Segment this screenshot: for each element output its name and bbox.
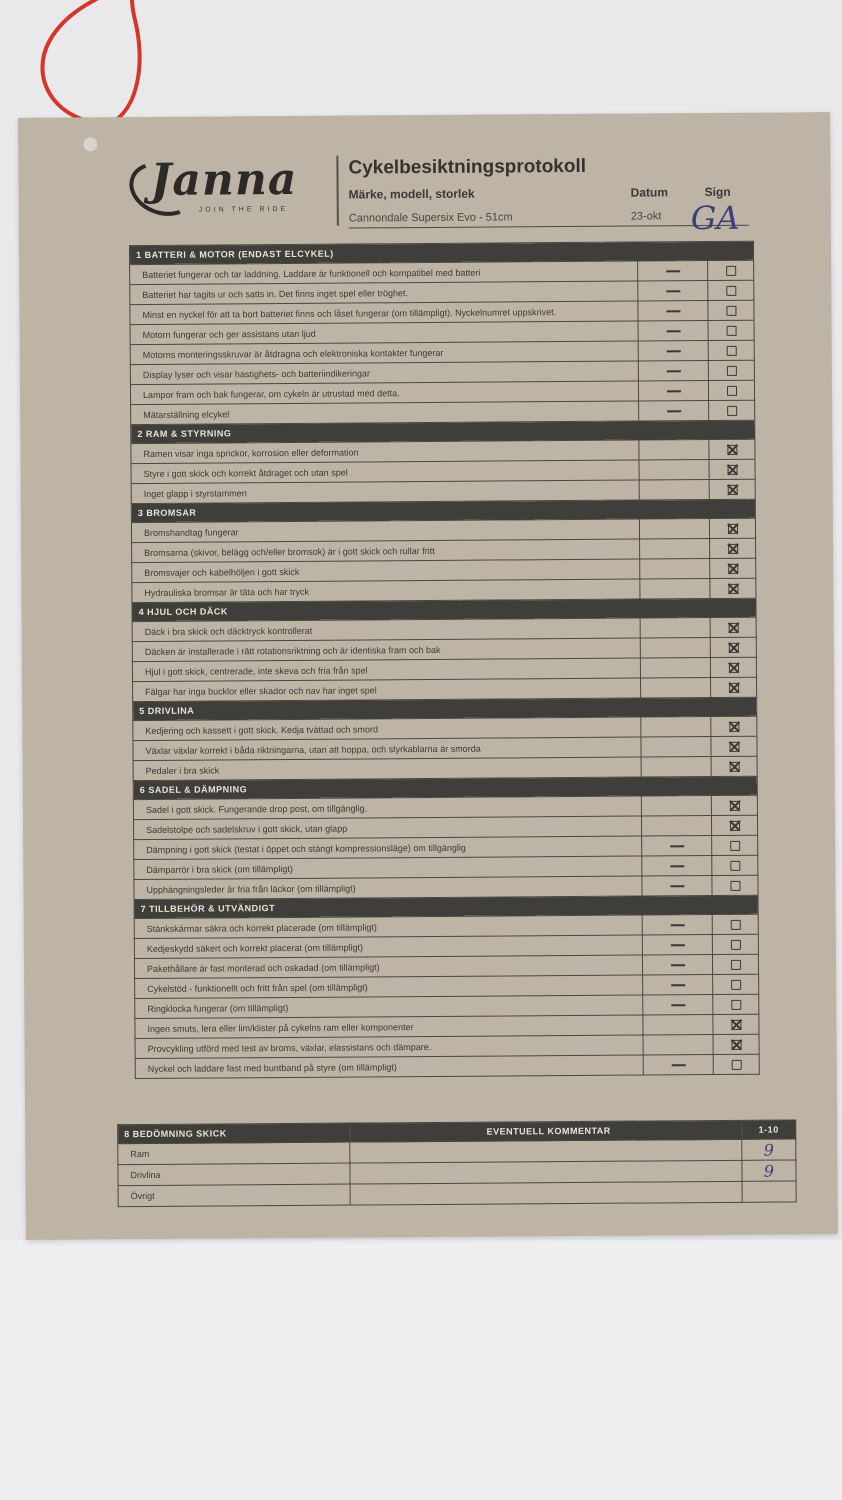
dash-mark-icon: [666, 291, 680, 293]
not-applicable-cell: [639, 519, 709, 539]
checklist-item-text: Växlar växlar korrekt i båda riktningarna, utan att hoppa, och styrkablarna är smorda: [133, 737, 641, 761]
not-applicable-cell: [642, 856, 712, 876]
grading-title: 8 BEDÖMNING SKICK: [118, 1123, 350, 1144]
not-applicable-cell: [642, 876, 712, 896]
checked-box-icon[interactable]: [730, 821, 740, 831]
empty-checkbox-icon[interactable]: [730, 920, 740, 930]
checklist-item-text: Bromshandtag fungerar: [131, 519, 639, 543]
section-title: 7 TILLBEHÖR & UTVÄNDIGT: [134, 895, 758, 918]
checkbox-cell: [711, 736, 757, 756]
grading-label: Ram: [118, 1142, 350, 1165]
empty-checkbox-icon[interactable]: [730, 861, 740, 871]
dash-mark-icon: [670, 846, 684, 848]
checkbox-cell: [711, 795, 757, 815]
checkbox-cell: [712, 914, 758, 934]
empty-checkbox-icon[interactable]: [727, 406, 737, 416]
checklist-item-text: Cykelstöd - funktionellt och fritt från spel (om tillämpligt): [135, 975, 643, 999]
checklist-item-text: Fälgar har inga bucklor eller skador och nav har inget spel: [133, 678, 641, 702]
checklist-item-text: Ramen visar inga sprickor, korrosion eller deformation: [131, 440, 639, 464]
section-title: 3 BROMSAR: [131, 499, 755, 522]
checked-box-icon[interactable]: [729, 742, 739, 752]
checklist-row: [135, 1054, 759, 1078]
empty-checkbox-icon[interactable]: [726, 386, 736, 396]
empty-checkbox-icon[interactable]: [726, 266, 736, 276]
dash-mark-icon: [671, 1065, 685, 1067]
dash-mark-icon: [666, 371, 680, 373]
checklist-item-text: Kedjering och kassett i gott skick. Kedja tvättad och smord: [133, 717, 641, 741]
checkbox-cell: [710, 538, 756, 558]
checkbox-cell: [711, 677, 757, 697]
dash-mark-icon: [670, 945, 684, 947]
punch-hole: [83, 137, 97, 151]
empty-checkbox-icon[interactable]: [730, 940, 740, 950]
grading-comment[interactable]: [350, 1160, 742, 1184]
checked-box-icon[interactable]: [731, 1040, 741, 1050]
checklist-item-text: Däck i bra skick och däcktryck kontrollerat: [132, 618, 640, 642]
header-divider: [336, 156, 338, 226]
not-applicable-cell: [640, 638, 710, 658]
date-value: 23-okt: [630, 210, 662, 223]
checklist-item-text: Kedjeskydd säkert och korrekt placerat (om tillämpligt): [134, 935, 642, 959]
not-applicable-cell: [638, 341, 708, 361]
header-underline: [349, 225, 749, 229]
not-applicable-cell: [642, 915, 712, 935]
checklist-item-text: Upphängningsleder är fria från läckor (om tillämpligt): [134, 876, 642, 900]
dash-mark-icon: [671, 965, 685, 967]
checked-box-icon[interactable]: [731, 1020, 741, 1030]
comment-header: EVENTUELL KOMMENTAR: [350, 1120, 742, 1142]
checkbox-cell: [710, 617, 756, 637]
empty-checkbox-icon[interactable]: [726, 306, 736, 316]
dash-mark-icon: [670, 886, 684, 888]
not-applicable-cell: [643, 1035, 713, 1055]
checklist-item-text: Sadel i gott skick. Fungerande drop post, om tillgänglig.: [133, 796, 641, 820]
logo-tagline: JOIN THE RIDE: [198, 205, 289, 214]
checkbox-cell: [712, 855, 758, 875]
logo: [128, 154, 318, 225]
not-applicable-cell: [641, 757, 711, 777]
not-applicable-cell: [640, 559, 710, 579]
checkbox-cell: [713, 974, 759, 994]
not-applicable-cell: [638, 381, 708, 401]
checkbox-cell: [711, 756, 757, 776]
grading-score[interactable]: 9: [742, 1160, 796, 1181]
checkbox-cell: [708, 380, 754, 400]
checkbox-cell: [712, 875, 758, 895]
checkbox-cell: [708, 360, 754, 380]
checklist-item-text: Hjul i gott skick, centrerade, inte skeva och fria från spel: [132, 658, 640, 682]
dash-mark-icon: [666, 351, 680, 353]
checkbox-cell: [709, 439, 755, 459]
empty-checkbox-icon[interactable]: [730, 841, 740, 851]
checklist-item-text: Dämpning i gott skick (testat i öppet och stängt kompressionsläge) om tillgänglig: [134, 836, 642, 860]
checklist-item-text: Provcykling utförd med test av broms, växlar, elassistans och dämpare.: [135, 1035, 643, 1059]
empty-checkbox-icon[interactable]: [726, 326, 736, 336]
checked-box-icon[interactable]: [727, 485, 737, 495]
checklist-item-text: Nyckel och laddare fast med buntband på styre (om tillämpligt): [135, 1055, 643, 1079]
grading-comment[interactable]: [350, 1181, 742, 1205]
empty-checkbox-icon[interactable]: [726, 346, 736, 356]
checkbox-cell: [708, 300, 754, 320]
checked-box-icon[interactable]: [729, 801, 739, 811]
checkbox-cell: [710, 558, 756, 578]
checkbox-cell: [711, 716, 757, 736]
checklist-item-text: Inget glapp i styrstammen: [131, 480, 639, 504]
not-applicable-cell: [639, 480, 709, 500]
checkbox-cell: [709, 400, 755, 420]
checklist-item-text: Ringklocka fungerar (om tillämpligt): [135, 995, 643, 1019]
dash-mark-icon: [666, 331, 680, 333]
date-label: Datum: [630, 185, 669, 200]
grading-row: [118, 1181, 796, 1207]
checkbox-cell: [712, 835, 758, 855]
section-title: 4 HJUL OCH DÄCK: [132, 598, 756, 621]
logo-wordmark: Janna: [150, 153, 298, 206]
checkbox-cell: [709, 479, 755, 499]
not-applicable-cell: [638, 301, 708, 321]
checked-box-icon[interactable]: [727, 445, 737, 455]
grading-score[interactable]: 9: [742, 1139, 796, 1160]
checkbox-cell: [709, 459, 755, 479]
empty-checkbox-icon[interactable]: [730, 881, 740, 891]
not-applicable-cell: [638, 361, 708, 381]
model-value: Cannondale Supersix Evo - 51cm: [348, 211, 513, 225]
checklist-item-text: Ingen smuts, lera eller lim/klister på cykelns ram eller komponenter: [135, 1015, 643, 1039]
background-surface: [0, 1240, 842, 1500]
checkbox-cell: [712, 934, 758, 954]
checklist-item-text: Motorn fungerar och ger assistans utan ljud: [130, 321, 638, 345]
not-applicable-cell: [640, 658, 710, 678]
checklist-item-text: Bromsarna (skivor, belägg och/eller bromsok) är i gott skick och rullar fritt: [132, 539, 640, 563]
checkbox-cell: [710, 657, 756, 677]
not-applicable-cell: [642, 836, 712, 856]
checked-box-icon[interactable]: [727, 524, 737, 534]
checklist-item-text: Hydrauliska bromsar är täta och har tryck: [132, 579, 640, 603]
dash-mark-icon: [671, 985, 685, 987]
checked-box-icon[interactable]: [727, 465, 737, 475]
dash-mark-icon: [666, 271, 680, 273]
checked-box-icon[interactable]: [728, 584, 738, 594]
empty-checkbox-icon[interactable]: [731, 980, 741, 990]
dash-mark-icon: [671, 1005, 685, 1007]
inspection-sheet: [18, 112, 838, 1240]
empty-checkbox-icon[interactable]: [726, 366, 736, 376]
empty-checkbox-icon[interactable]: [730, 960, 740, 970]
checked-box-icon[interactable]: [728, 623, 738, 633]
section-title: 1 BATTERI & MOTOR (ENDAST ELCYKEL): [129, 241, 753, 264]
sign-label: Sign: [704, 184, 731, 200]
section-title: 5 DRIVLINA: [133, 697, 757, 720]
not-applicable-cell: [643, 975, 713, 995]
not-applicable-cell: [643, 1055, 713, 1075]
checked-box-icon[interactable]: [729, 762, 739, 772]
scale-header: 1-10: [742, 1120, 796, 1139]
checklist-item-text: Display lyser och visar hastighets- och batteriindikeringar: [130, 361, 638, 385]
dash-mark-icon: [667, 411, 681, 413]
checklist-item-text: Mätarställning elcykel: [131, 401, 639, 425]
not-applicable-cell: [641, 678, 711, 698]
grading-score[interactable]: [742, 1181, 796, 1202]
checked-box-icon[interactable]: [728, 643, 738, 653]
page-title: Cykelbesiktningsprotokoll: [348, 155, 587, 179]
checklist-item-text: Bromsvajer och kabelhöljen i gott skick: [132, 559, 640, 583]
checklist-item-text: Minst en nyckel för att ta bort batteriet finns och låset fungerar (om tillämpligt). Nyckelnumret uppskrivet.: [130, 301, 638, 325]
not-applicable-cell: [641, 717, 711, 737]
not-applicable-cell: [642, 955, 712, 975]
checkbox-cell: [712, 954, 758, 974]
checkbox-cell: [710, 637, 756, 657]
dash-mark-icon: [670, 925, 684, 927]
checklist-item-text: Pakethållare är fast monterad och oskadad (om tillämpligt): [134, 955, 642, 979]
dash-mark-icon: [667, 391, 681, 393]
not-applicable-cell: [640, 579, 710, 599]
grading-label: Drivlina: [118, 1163, 350, 1186]
empty-checkbox-icon[interactable]: [726, 286, 736, 296]
empty-checkbox-icon[interactable]: [731, 1000, 741, 1010]
checklist-item-text: Dämparrör i bra skick (om tillämpligt): [134, 856, 642, 880]
not-applicable-cell: [639, 460, 709, 480]
grading-table: [117, 1119, 797, 1207]
checkbox-cell: [709, 518, 755, 538]
checked-box-icon[interactable]: [728, 564, 738, 574]
not-applicable-cell: [638, 281, 708, 301]
checklist-item-text: Lampor fram och bak fungerar, om cykeln är utrustad med detta.: [130, 381, 638, 405]
dash-mark-icon: [666, 311, 680, 313]
not-applicable-cell: [641, 796, 711, 816]
checkbox-cell: [713, 1054, 759, 1074]
checkbox-cell: [708, 260, 754, 280]
checkbox-cell: [713, 1034, 759, 1054]
not-applicable-cell: [640, 539, 710, 559]
not-applicable-cell: [643, 1015, 713, 1035]
section-title: 2 RAM & STYRNING: [131, 420, 755, 443]
section-title: 6 SADEL & DÄMPNING: [133, 776, 757, 799]
not-applicable-cell: [639, 440, 709, 460]
checked-box-icon[interactable]: [729, 683, 739, 693]
checkbox-cell: [713, 994, 759, 1014]
empty-checkbox-icon[interactable]: [731, 1060, 741, 1070]
not-applicable-cell: [640, 618, 710, 638]
checkbox-cell: [708, 320, 754, 340]
checkbox-cell: [710, 578, 756, 598]
grading-comment[interactable]: [350, 1139, 742, 1163]
not-applicable-cell: [639, 401, 709, 421]
dash-mark-icon: [670, 866, 684, 868]
not-applicable-cell: [641, 816, 711, 836]
checked-box-icon[interactable]: [728, 663, 738, 673]
model-label: Märke, modell, storlek: [348, 186, 475, 202]
checklist-item-text: Motorns monteringsskruvar är åtdragna och elektroniska kontakter fungerar: [130, 341, 638, 365]
signature: GA: [690, 198, 740, 238]
checklist-item-text: Sadelstolpe och sadelskruv i gott skick, utan glapp: [133, 816, 641, 840]
not-applicable-cell: [643, 995, 713, 1015]
checklist-item-text: Batteriet har tagits ur och satts in. Det finns inget spel eller tröghet.: [130, 281, 638, 305]
checklist-item-text: Pedaler i bra skick: [133, 757, 641, 781]
grading-label: Övrigt: [118, 1184, 350, 1207]
checkbox-cell: [708, 340, 754, 360]
checklist-item-text: Styre i gott skick och korrekt åtdraget och utan spel: [131, 460, 639, 484]
checklist-table: [129, 241, 760, 1079]
checklist-item-text: Däcken är installerade i rätt rotationsriktning och är identiska fram och bak: [132, 638, 640, 662]
checklist-item-text: Stänkskärmar säkra och korrekt placerade (om tillämpligt): [134, 915, 642, 939]
not-applicable-cell: [641, 737, 711, 757]
checkbox-cell: [708, 280, 754, 300]
checkbox-cell: [713, 1014, 759, 1034]
not-applicable-cell: [638, 261, 708, 281]
not-applicable-cell: [642, 935, 712, 955]
checked-box-icon[interactable]: [729, 722, 739, 732]
checkbox-cell: [711, 815, 757, 835]
checklist-item-text: Batteriet fungerar och tar laddning. Laddare är funktionell och kompatibel med batteri: [130, 261, 638, 285]
not-applicable-cell: [638, 321, 708, 341]
checked-box-icon[interactable]: [728, 544, 738, 554]
